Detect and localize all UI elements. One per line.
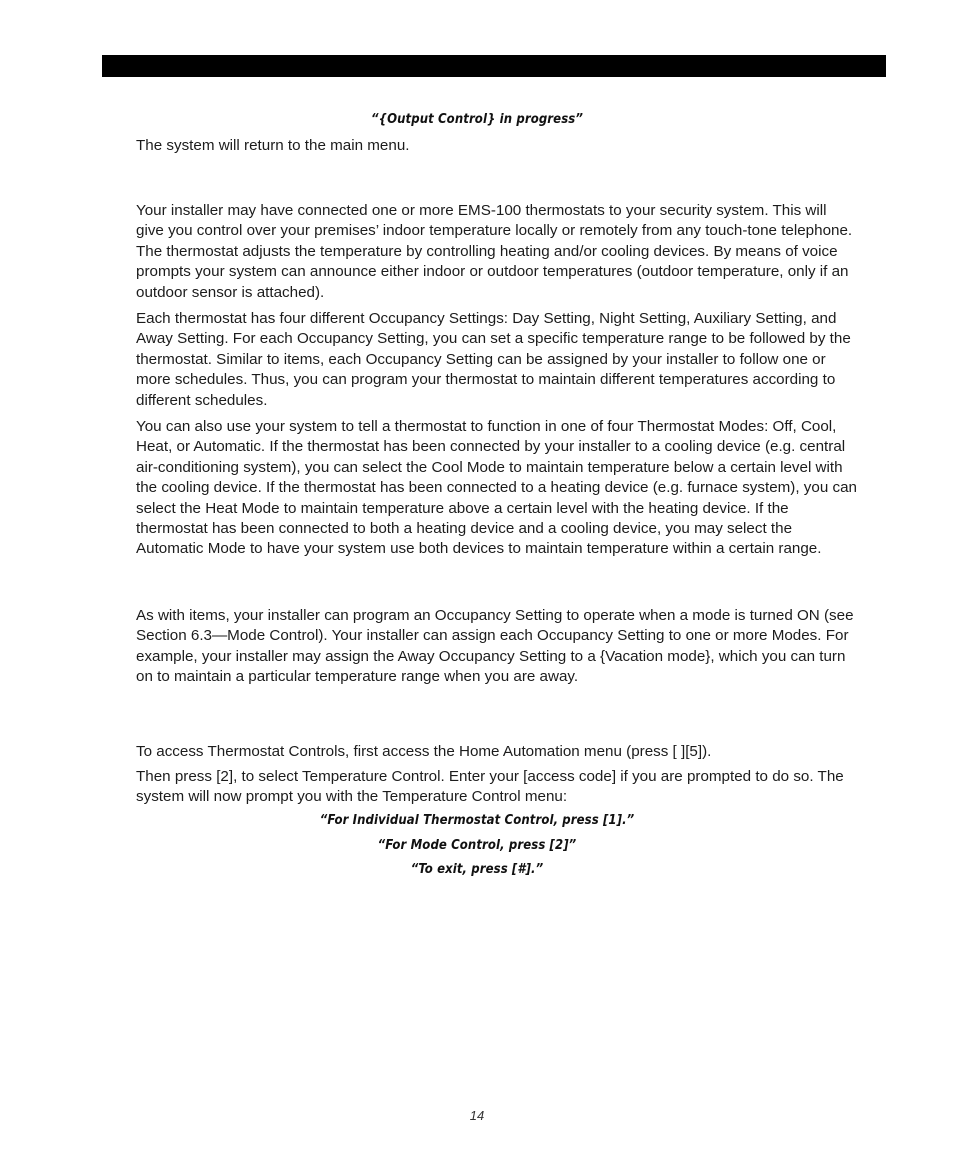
prompt-exit: “To exit, press [#].” (410, 862, 544, 877)
paragraph-thermostats-intro: Your installer may have connected one or more EMS-100 thermostats to your security system. This will give you control over your premises’ indoor temperature locally or remotely from any touch-tone telephone. The thermostat adjusts the temperature by controlling heating and/or cooling devices. By means of voice prompts your system can announce either indoor or outdoor temperatures (outdoor temperature, only if an outdoor sensor is attached). (136, 202, 853, 301)
paragraph-thermostat-modes: You can also use your system to tell a thermostat to function in one of four Thermostat Modes: Off, Cool, Heat, or Automatic. If the thermostat has been connected by your installer to a cooling device (e.g. central air-conditioning system), you can select the Cool Mode to maintain temperature below a certain level with the cooling device. If the thermostat has been connected to a heating device (e.g. furnace system), you can select the Heat Mode to maintain temperature above a certain level with the heating device. If the thermostat has been connected to both a heating device and a cooling device, you may select the Automatic Mode to have your system use both devices to maintain temperature within a certain range. (136, 418, 857, 558)
paragraph-mode-assignment: As with items, your installer can program an Occupancy Setting to operate when a mode is turned ON (see Section 6.3—Mode Control). Your installer can assign each Occupancy Setting to one or more Modes. For example, your installer may assign the Away Occupancy Setting to a {Vacation mode}, which you can turn on to maintain a particular temperature range when you are away. (136, 607, 854, 686)
paragraph-access-controls: To access Thermostat Controls, first access the Home Automation menu (press [ ][5]). (136, 743, 712, 760)
page-number: 14 (469, 1108, 485, 1123)
header-bar (102, 55, 886, 77)
paragraph-occupancy-settings: Each thermostat has four different Occupancy Settings: Day Setting, Night Setting, Auxiliary Setting, and Away Setting. For each Occupancy Setting, you can set a specific temperature range to be followed by the thermostat. Similar to items, each Occupancy Setting can be assigned by your installer to follow one or more schedules. Thus, you can program your thermostat to maintain different temperatures according to different schedules. (136, 310, 851, 409)
return-text: The system will return to the main menu. (136, 137, 410, 154)
output-control-prompt: “{Output Control} in progress” (371, 112, 583, 127)
paragraph-temperature-menu: Then press [2], to select Temperature Control. Enter your [access code] if you are prompted to do so. The system will now prompt you with the Temperature Control menu: (136, 768, 844, 806)
prompt-individual-thermostat: “For Individual Thermostat Control, press [1].” (319, 813, 635, 828)
prompt-mode-control: “For Mode Control, press [2]” (377, 838, 577, 853)
